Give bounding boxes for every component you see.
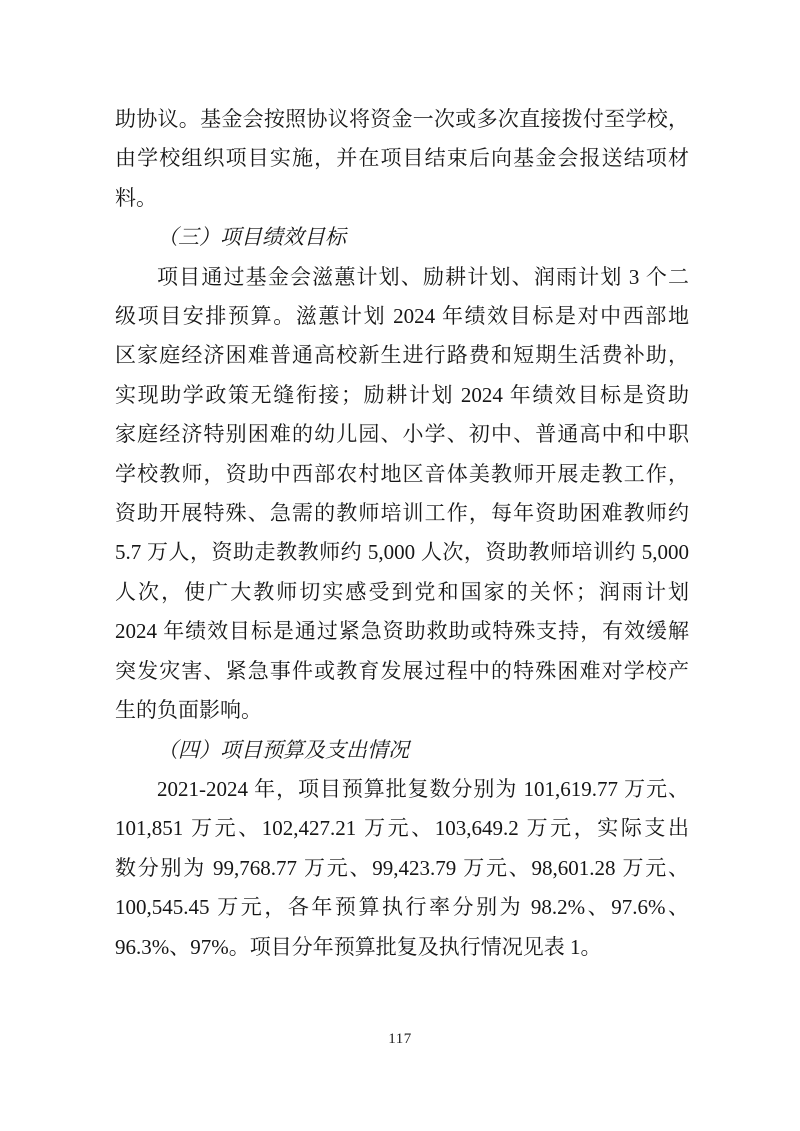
document-text-block [115,100,689,967]
text-line: 2024 年绩效目标是通过紧急资助救助或特殊支持，有效缓解 [115,619,689,644]
text-line: 学校教师，资助中西部农村地区音体美教师开展走教工作， [115,461,689,486]
text-line: 料。 [115,185,157,210]
paragraph-budget-expenditure [115,770,689,967]
text-line: 由学校组织项目实施，并在项目结束后向基金会报送结项材 [115,146,689,171]
text-line: 突发灾害、紧急事件或教育发展过程中的特殊困难对学校产 [115,658,689,683]
text-line: 96.3%、97%。项目分年预算批复及执行情况见表 1。 [115,934,602,959]
text-line: 100,545.45 万元，各年预算执行率分别为 98.2%、97.6%、 [115,895,689,920]
text-line: 数分别为 99,768.77 万元、99,423.79 万元、98,601.28 万元、 [115,855,689,880]
text-line: 2021-2024 年，项目预算批复数分别为 101,619.77 万元、 [157,776,689,801]
page-number: 117 [388,1031,412,1047]
text-line: 人次，使广大教师切实感受到党和国家的关怀；润雨计划 [115,579,689,604]
text-line: 生的负面影响。 [115,698,262,723]
text-line: 实现助学政策无缝衔接；励耕计划 2024 年绩效目标是资助 [115,382,689,407]
text-line: 5.7 万人，资助走教教师约 5,000 人次，资助教师培训约 5,000 [115,540,689,565]
text-line: 资助开展特殊、急需的教师培训工作，每年资助困难教师约 [115,501,689,526]
paragraph-agreement-continuation [115,100,689,218]
text-line: 101,851 万元、102,427.21 万元、103,649.2 万元，实际支出 [115,816,689,841]
text-line: 项目通过基金会滋蕙计划、励耕计划、润雨计划 3 个二 [157,264,689,289]
text-line: 级项目安排预算。滋蕙计划 2024 年绩效目标是对中西部地 [115,304,689,329]
section-heading-performance-goals: （三）项目绩效目标 [157,225,346,250]
text-line: 助协议。基金会按照协议将资金一次或多次直接拨付至学校， [115,107,689,131]
paragraph-performance-goals [115,258,689,731]
section-heading-budget-expenditure: （四）项目预算及支出情况 [157,737,409,762]
text-line: 家庭经济特别困难的幼儿园、小学、初中、普通高中和中职 [115,422,689,447]
text-line: 区家庭经济困难普通高校新生进行路费和短期生活费补助， [115,343,689,368]
